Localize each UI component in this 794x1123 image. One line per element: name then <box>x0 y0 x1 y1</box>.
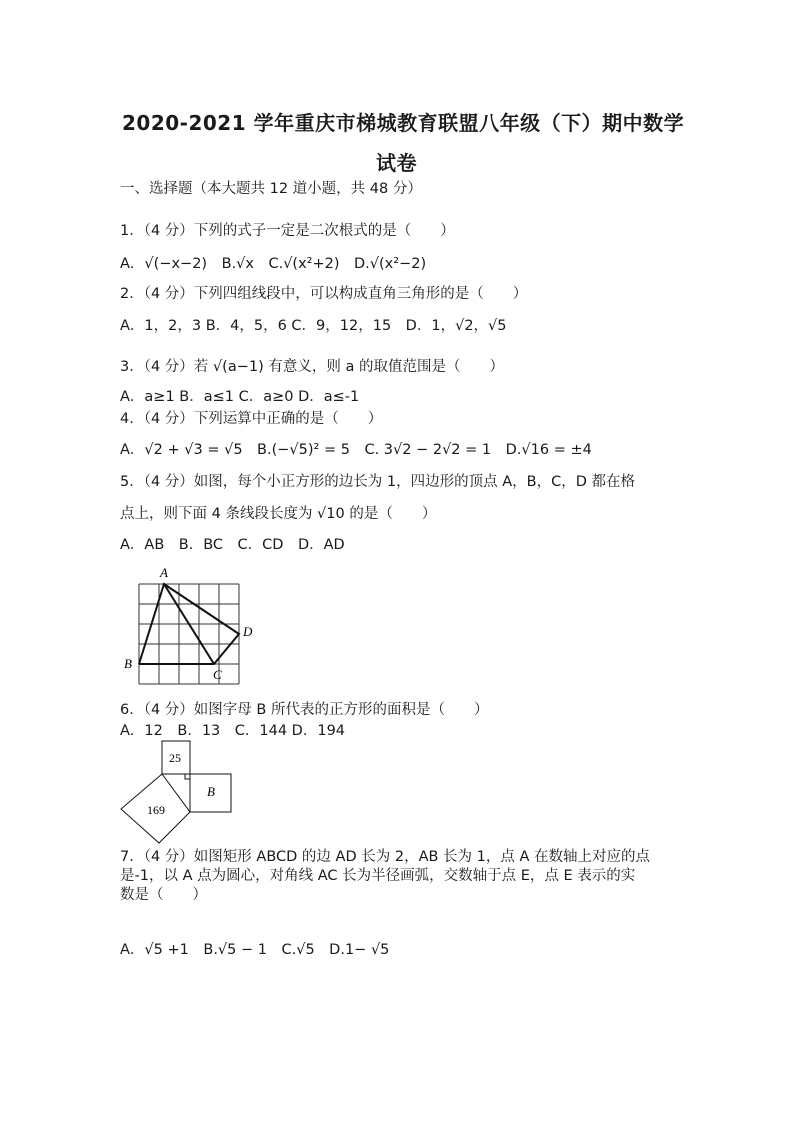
vertex-b-label: B <box>124 656 132 671</box>
question-7-stem-line1: 7．（4 分）如图矩形 ABCD 的边 AD 长为 2，AB 长为 1，点 A 在数轴上对应的点 <box>120 849 651 865</box>
question-6-squares-figure <box>115 738 240 848</box>
question-5-options: A．AB B．BC C．CD D．AD <box>120 537 345 553</box>
question-1-stem: 1．（4 分）下列的式子一定是二次根式的是（ ） <box>120 223 455 239</box>
question-3-stem: 3．（4 分）若 √(a−1) 有意义，则 a 的取值范围是（ ） <box>120 359 504 375</box>
question-7-options: A．√5 +1 B.√5 − 1 C.√5 D.1− √5 <box>120 942 390 958</box>
vertex-a-label: A <box>160 565 168 580</box>
right-angle-mark <box>185 774 190 779</box>
vertex-d-label: D <box>243 624 253 639</box>
page-title: 2020-2021 学年重庆市梯城教育联盟八年级（下）期中数学 <box>122 111 685 135</box>
question-7-stem-line3: 数是（ ） <box>120 887 207 903</box>
question-6-options: A．12 B．13 C．144 D．194 <box>120 723 346 739</box>
question-5-grid-figure <box>115 562 265 692</box>
question-5-stem-line2: 点上，则下面 4 条线段长度为 √10 的是（ ） <box>120 506 437 522</box>
square-169-label: 169 <box>147 803 165 817</box>
question-3-options: A．a≥1 B．a≤1 C．a≥0 D．a≤-1 <box>120 389 360 405</box>
question-6-stem: 6．（4 分）如图字母 B 所代表的正方形的面积是（ ） <box>120 702 489 718</box>
section-header: 一、选择题（本大题共 12 道小题，共 48 分） <box>120 181 422 197</box>
square-25-label: 25 <box>169 751 181 765</box>
page-title-continued: 试卷 <box>376 151 417 175</box>
question-1-options: A．√(−x−2) B.√x C.√(x²+2) D.√(x²−2) <box>120 256 427 272</box>
question-5-stem-line1: 5．（4 分）如图，每个小正方形的边长为 1，四边形的顶点 A，B，C，D 都在格 <box>120 474 636 490</box>
question-4-stem: 4．（4 分）下列运算中正确的是（ ） <box>120 411 383 427</box>
question-7-stem-line2: 是-1，以 A 点为圆心，对角线 AC 长为半径画弧，交数轴于点 E，点 E 表示的实 <box>120 868 636 884</box>
grid-lines <box>139 584 239 684</box>
square-b-label: B <box>207 784 215 799</box>
question-2-options: A．1，2，3 B．4，5，6 C．9，12，15 D．1，√2，√5 <box>120 318 507 334</box>
question-2-stem: 2．（4 分）下列四组线段中，可以构成直角三角形的是（ ） <box>120 286 528 302</box>
vertex-c-label: C <box>213 667 222 682</box>
question-4-options: A．√2 + √3 = √5 B.(−√5)² = 5 C. 3√2 − 2√2 = 1 D.√16 = ±4 <box>120 442 592 458</box>
